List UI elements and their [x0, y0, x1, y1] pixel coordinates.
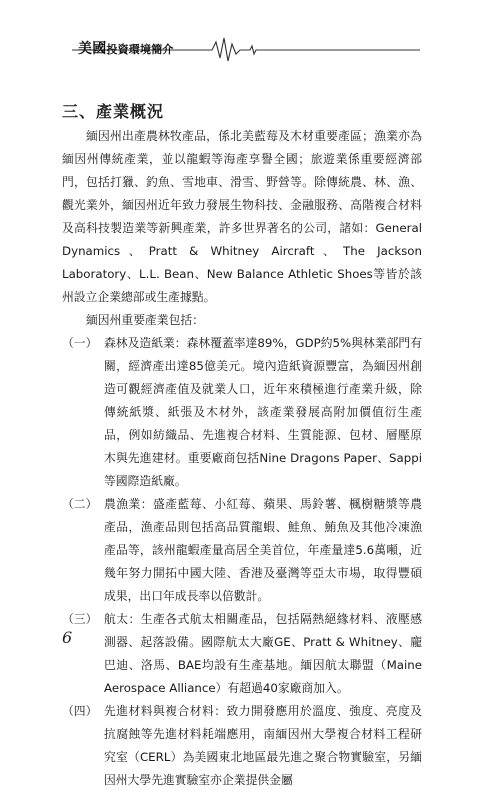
- list-item-text: 先進材料與複合材料：致力開發應用於溫度、強度、亮度及抗腐蝕等先進材料耗端應用，南緬因州大學複合材料工程研究室（CERL）為美國東北地區最先進之聚合物實驗室，另緬因州大學先進實驗室亦企業提供金屬: [104, 704, 422, 787]
- header-title-sub: 投資環境簡介: [106, 43, 174, 56]
- section-heading: 三、產業概況: [62, 102, 165, 121]
- running-header: [0, 0, 480, 70]
- page-number: 6: [62, 628, 73, 647]
- list-item-text: 農漁業：盛產藍莓、小紅莓、蘋果、馬鈴薯、楓樹糖漿等農產品，漁產品則包括高品質龍蝦、鮭魚、鮪魚及其他冷凍漁產品等，該州龍蝦產量高居全美首位，年產量達5.6萬噸，近幾年努力開拓中國大陸、香港及臺灣等亞太市場，取得豐碩成果，出口年成長率以倍數計。: [104, 497, 422, 603]
- intro-paragraph: 緬因州出產農林牧產品，係北美藍莓及木材重要產區；漁業亦為緬因州傳統產業，並以龍蝦等海產享譽全國；旅遊業係重要經濟部門，包括打獵、釣魚、雪地車、滑雪、野營等。除傳統農、林、漁、觀光業外，緬因州近年致力發展生物科技、金融服務、高階複合材料及高科技製造業等新興產業，許多世界著名的公司，諸如：General Dynamics、Pratt & Whitney Aircraft、The Jackson Laboratory、L.L. Bean、New Balance Athletic Shoes等皆於該州設立企業總部或生產據點。: [62, 129, 422, 304]
- header-wave-line: [0, 34, 480, 64]
- list-item: [62, 608, 422, 700]
- list-item-number: （三）: [62, 612, 98, 626]
- list-item-number: （一）: [62, 336, 98, 350]
- list-item-number: （二）: [62, 497, 98, 511]
- lead-paragraph: 緬因州重要產業包括：: [86, 313, 204, 327]
- list-item-text: 森林及造紙業：森林覆蓋率達89%，GDP約5%與林業部門有關，經濟產出達85億美元。境內造紙資源豐富，為緬因州創造可觀經濟產值及就業人口，近年來積極進行產業升級，除傳統紙漿、紙張及木材外，該產業發展高附加價值衍生產品，例如紡織品、先進複合材料、生質能源、包材、層壓原木與先進建材。重要廠商包括Nine Dragons Paper、Sappi等國際造紙廠。: [104, 336, 423, 488]
- header-title: [78, 38, 174, 58]
- list-item: [62, 493, 422, 608]
- header-title-main: 美國: [78, 41, 107, 57]
- list-item: [62, 332, 422, 493]
- body-text: [62, 125, 422, 792]
- list-item: [62, 700, 422, 792]
- list-item-number: （四）: [62, 704, 98, 718]
- list-item-text: 航太：生產各式航太相關產品，包括隔熱絕緣材料、液壓感測器、起落設備。國際航太大廠GE、Pratt & Whitney、龐巴迪、洛馬、BAE均設有生產基地。緬因航太聯盟（Maine Aerospace Alliance）有超過40家廠商加入。: [104, 612, 422, 695]
